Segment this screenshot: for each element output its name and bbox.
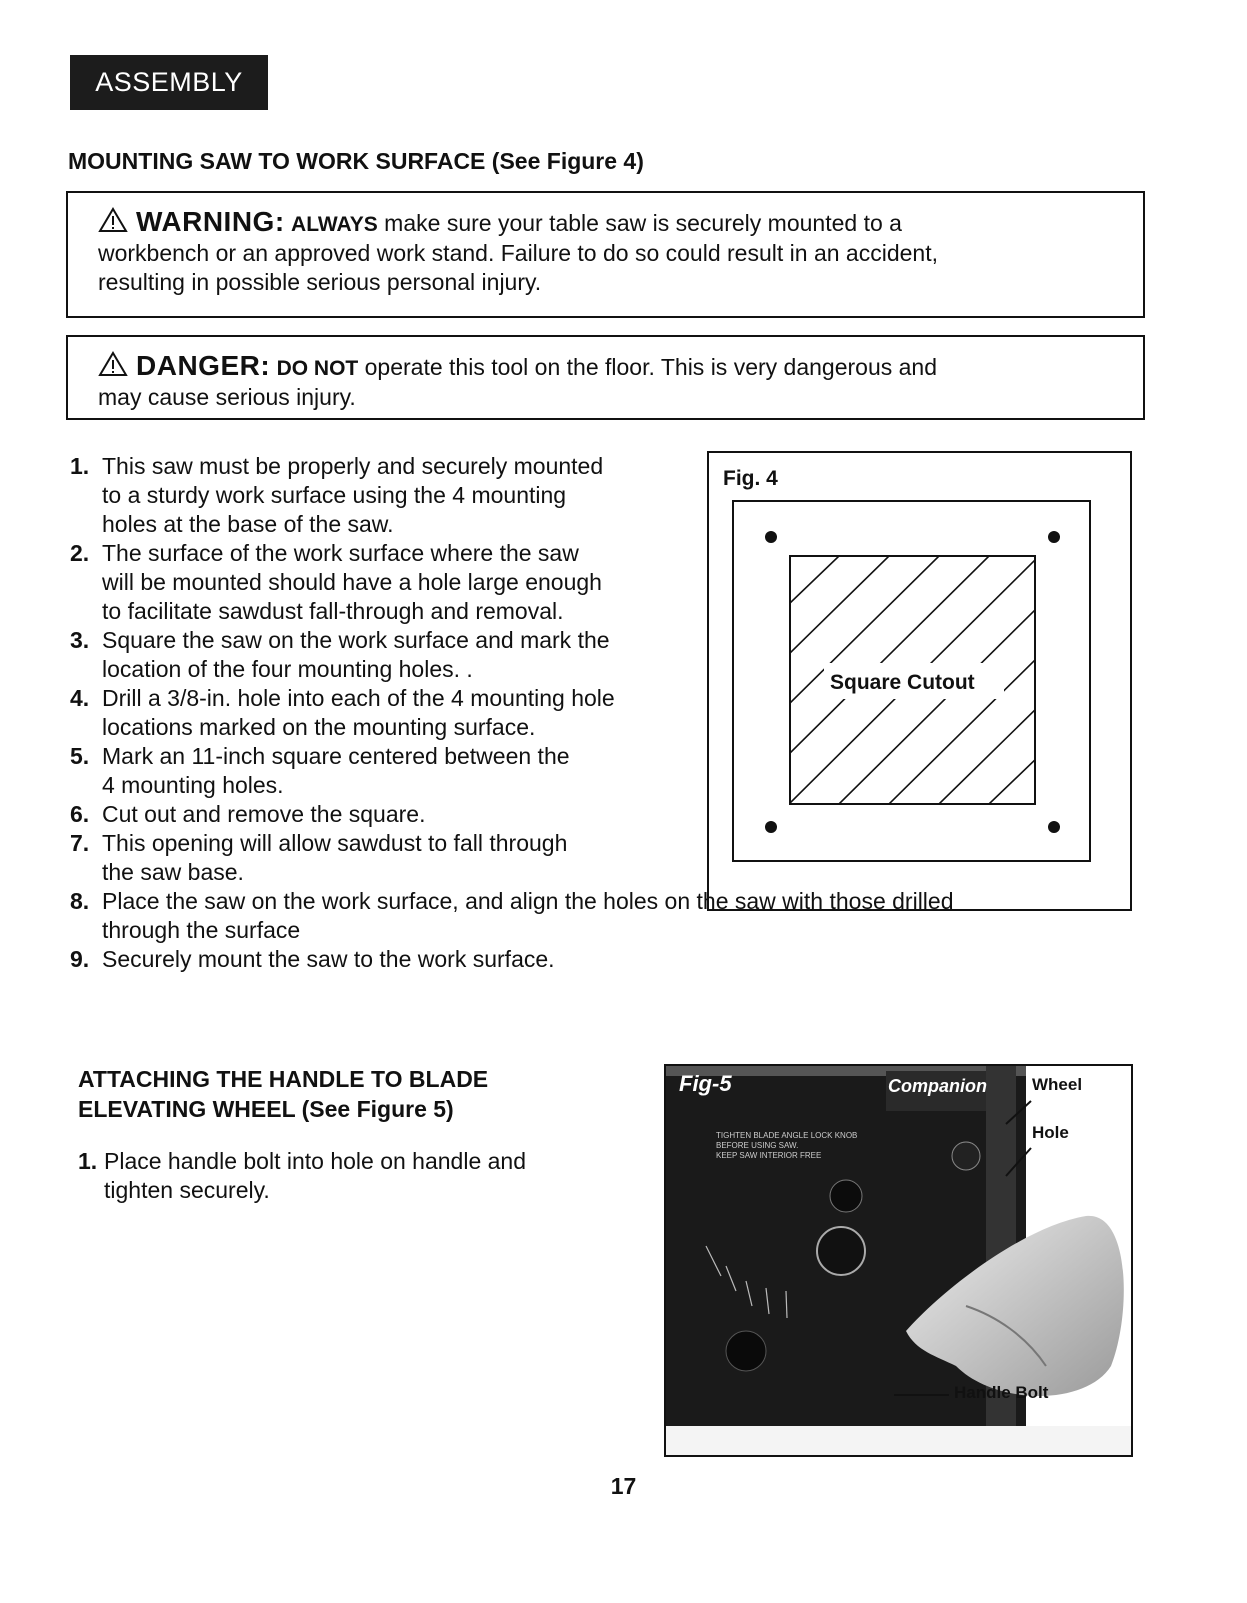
danger-box [66,335,1145,420]
warning-triangle-icon [98,207,128,233]
step-item: 3. Square the saw on the work surface and mark the location of the four mounting holes. . [70,627,610,682]
warning-line-2: workbench or an approved work stand. Failure to do so could result in an accident, [98,240,938,266]
warning-line-1 [98,207,1115,239]
figure-5 [664,1064,1133,1457]
section-tab: ASSEMBLY [70,55,268,110]
danger-line-1 [98,351,1115,383]
wheel-callout: Wheel [1032,1075,1083,1094]
danger-triangle-icon [98,351,128,377]
step-item: 5. Mark an 11-inch square centered between the 4 mounting holes. [70,743,570,798]
warning-line-3: resulting in possible serious personal injury. [98,269,542,295]
handle-bolt-callout: Handle Bolt [954,1383,1049,1402]
step-item: 6. Cut out and remove the square. [70,801,426,827]
step-item: 4. Drill a 3/8-in. hole into each of the 4 mounting hole locations marked on the mounting surface. [70,685,615,740]
warning-text-1: make sure your table saw is securely mounted to a [377,210,902,236]
danger-line-2: may cause serious injury. [98,384,356,410]
hole-callout: Hole [1032,1123,1069,1142]
danger-lead: DO NOT [276,357,359,380]
section-2-title: ATTACHING THE HANDLE TO BLADE ELEVATING WHEEL (See Figure 5) [78,1066,489,1122]
figure-4 [707,451,1132,911]
warning-lead: ALWAYS [291,213,378,236]
danger-signal-word: DANGER: [136,350,271,381]
step-item: 7. This opening will allow sawdust to fall through the saw base. [70,830,568,885]
figure-4-label: Fig. 4 [723,467,778,490]
warning-box [66,191,1145,318]
step-item: 9. Securely mount the saw to the work surface. [70,946,555,972]
step-item: 2. The surface of the work surface where the saw will be mounted should have a hole large enough to facilitate sawdust fall-through and removal. [70,540,602,624]
svg-text:BEFORE USING SAW.: BEFORE USING SAW. [716,1141,799,1150]
square-cutout-label: Square Cutout [830,671,975,694]
figure-5-label: Fig-5 [679,1071,732,1096]
danger-text-1: operate this tool on the floor. This is very dangerous and [358,354,937,380]
step-item: 1. This saw must be properly and securely mounted to a sturdy work surface using the 4 mounting holes at the base of the saw. [70,453,604,537]
step-item: 8. Place the saw on the work surface, and align the holes on the saw with those drilled through the surface [70,888,954,943]
page-number: 17 [610,1473,637,1499]
warning-signal-word: WARNING: [136,206,285,237]
svg-text:TIGHTEN BLADE ANGLE LOCK KNOB: TIGHTEN BLADE ANGLE LOCK KNOB [716,1131,858,1140]
brand-logo: Companion [888,1076,987,1096]
handle-step: 1. Place handle bolt into hole on handle and tighten securely. [78,1148,527,1203]
section-title: MOUNTING SAW TO WORK SURFACE (See Figure 4) [68,148,644,174]
svg-text:KEEP SAW INTERIOR FREE: KEEP SAW INTERIOR FREE [716,1151,822,1160]
